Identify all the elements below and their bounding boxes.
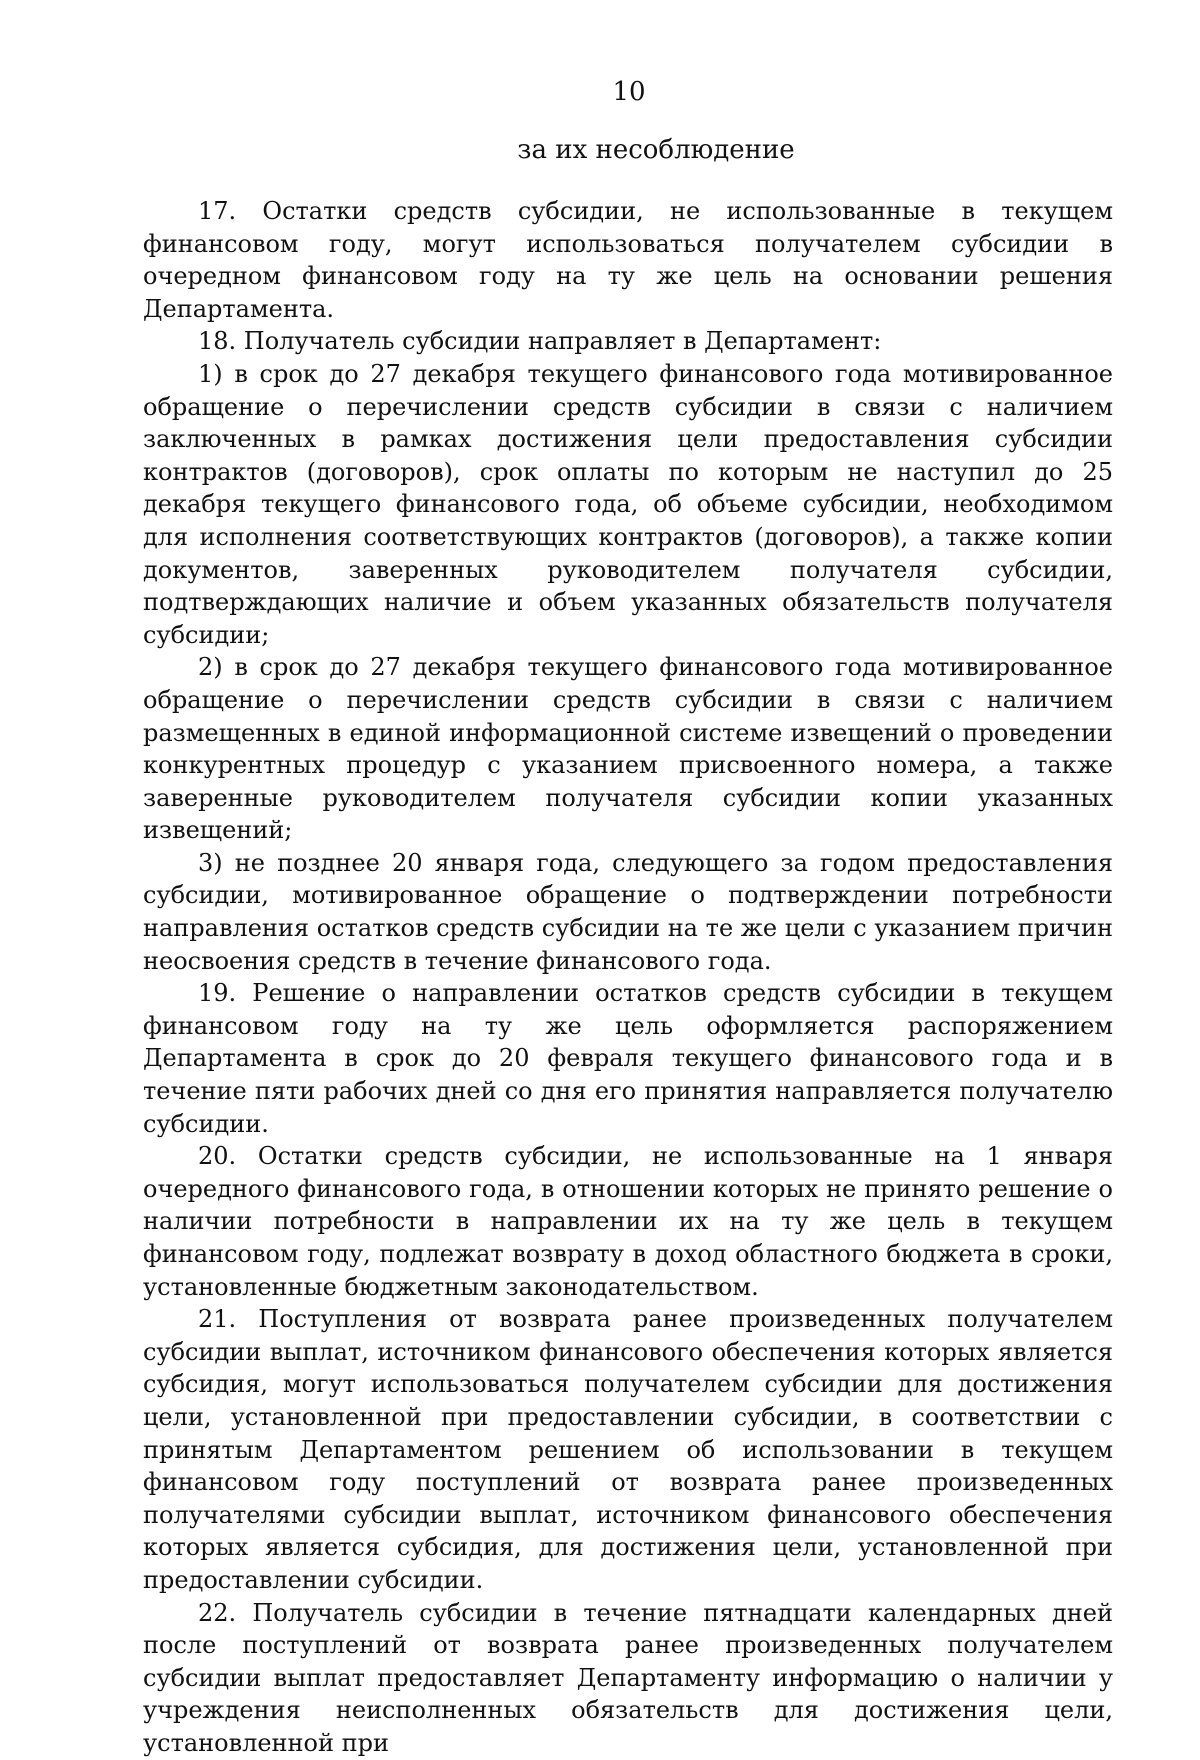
paragraph-18-item-2: 2) в срок до 27 декабря текущего финансового года мотивированное обращение о перечислении средств субсидии в связи с наличием размещенных в единой информационной системе извещений о проведении конкурентных процедур с указанием присвоенного номера, а также заверенные руководителем получателя субсидии копии указанных извещений; <box>143 653 1113 845</box>
paragraph-21: 21. Поступления от возврата ранее произведенных получателем субсидии выплат, источником финансового обеспечения которых является субсидия, могут использоваться получателем субсидии для достижения цели, установленной при предоставлении субсидии, в соответствии с принятым Департаментом решением об использовании в текущем финансовом году поступлений от возврата ранее произведенных получателями субсидии выплат, источником финансового обеспечения которых является субсидия, для достижения цели, установленной при предоставлении субсидии. <box>143 1305 1113 1594</box>
paragraph-18-item-3: 3) не позднее 20 января года, следующего за годом предоставления субсидии, мотивированное обращение о подтверждении потребности направления остатков средств субсидии на те же цели с указанием причин неосвоения средств в течение финансового года. <box>143 848 1113 975</box>
paragraph-19: 19. Решение о направлении остатков средств субсидии в текущем финансовом году на ту же цель оформляется распоряжением Департамента в срок до 20 февраля текущего финансового года и в течение пяти рабочих дней со дня его принятия направляется получателю субсидии. <box>143 979 1113 1138</box>
paragraph-18: 18. Получатель субсидии направляет в Департамент: <box>198 327 882 356</box>
paragraph-20: 20. Остатки средств субсидии, не использованные на 1 января очередного финансового года, в отношении которых не принято решение о наличии потребности в направлении их на ту же цель в текущем финансовом году, подлежат возврату в доход областного бюджета в сроки, установленные бюджетным законодательством. <box>143 1142 1113 1301</box>
paragraph-17: 17. Остатки средств субсидии, не использованные в текущем финансовом году, могут использоваться получателем субсидии в очередном финансовом году на ту же цель на основании решения Департамента. <box>143 197 1113 323</box>
paragraph-22: 22. Получатель субсидии в течение пятнадцати календарных дней после поступлений от возврата ранее произведенных получателем субсидии выплат предоставляет Департаменту информацию о наличии у учреждения неисполненных обязательств для достижения цели, установленной при <box>143 1598 1113 1757</box>
page-number: 10 <box>612 77 646 107</box>
paragraph-18-item-1: 1) в срок до 27 декабря текущего финансового года мотивированное обращение о перечислении средств субсидии в связи с наличием заключенных в рамках достижения цели предоставления субсидии контрактов (договоров), срок оплаты по которым не наступил до 25 декабря текущего финансового года, об объеме субсидии, необходимом для исполнения соответствующих контрактов (договоров), а также копии документов, заверенных руководителем получателя субсидии, подтверждающих наличие и объем указанных обязательств получателя субсидии; <box>143 359 1113 649</box>
document-body <box>143 195 1113 1760</box>
section-heading-continuation: за их несоблюдение <box>517 135 795 165</box>
